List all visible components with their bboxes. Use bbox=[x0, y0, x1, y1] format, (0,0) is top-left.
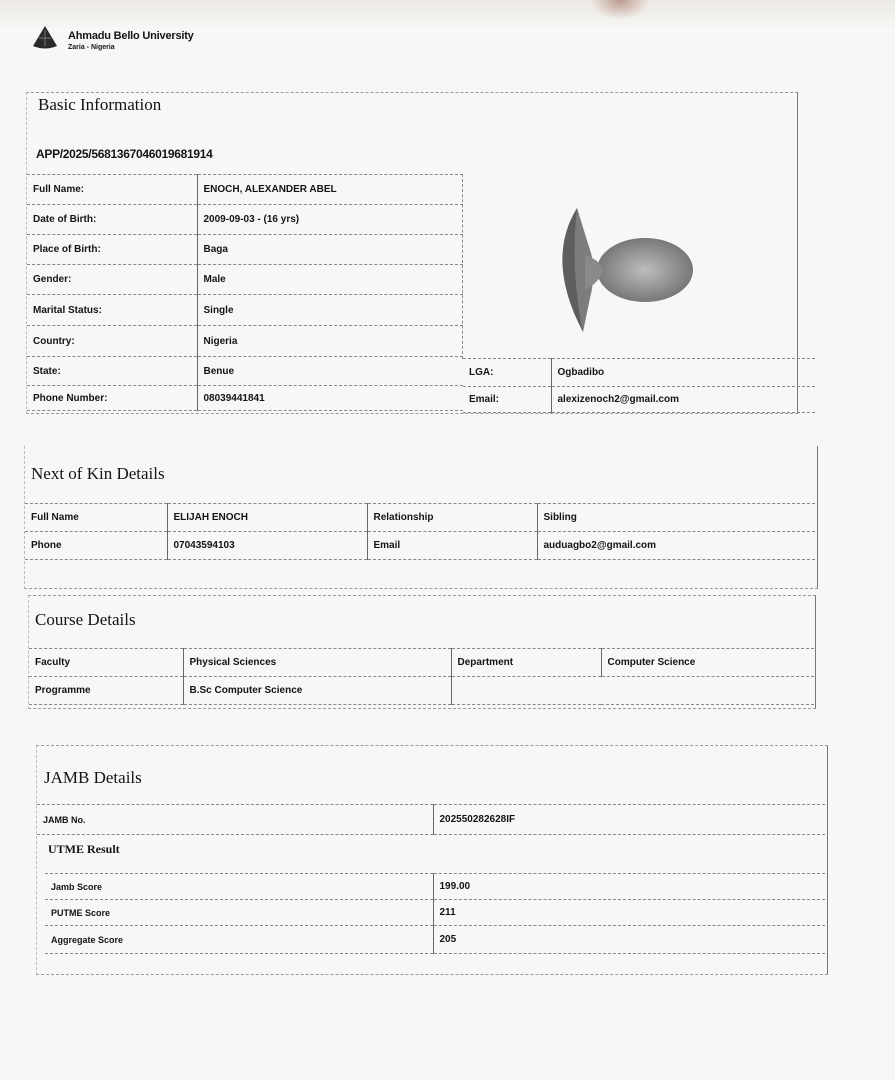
faculty-value: Physical Sciences bbox=[183, 649, 451, 677]
phone-number-value: 08039441841 bbox=[197, 386, 463, 411]
jamb-score-value: 199.00 bbox=[433, 874, 825, 900]
nok-relationship-label: Relationship bbox=[367, 504, 537, 532]
jamb-details-title: JAMB Details bbox=[44, 768, 142, 787]
table-row bbox=[27, 235, 463, 265]
jamb-score-label: Jamb Score bbox=[45, 874, 433, 900]
nok-phone-label: Phone bbox=[25, 532, 167, 560]
field-label: Place of Birth: bbox=[27, 235, 197, 265]
university-crest-icon bbox=[30, 24, 60, 52]
lga-value: Ogbadibo bbox=[551, 359, 815, 387]
course-details-table bbox=[29, 648, 814, 705]
table-row bbox=[27, 386, 463, 411]
putme-score-value: 211 bbox=[433, 900, 825, 926]
table-row bbox=[463, 359, 815, 387]
country-value: Nigeria bbox=[197, 326, 463, 357]
nok-relationship-value: Sibling bbox=[537, 504, 815, 532]
field-label: Full Name: bbox=[27, 175, 197, 205]
nok-email-label: Email bbox=[367, 532, 537, 560]
marital-status-value: Single bbox=[197, 295, 463, 326]
putme-score-label: PUTME Score bbox=[45, 900, 433, 926]
email-value: alexizenoch2@gmail.com bbox=[551, 387, 815, 413]
application-number: APP/2025/5681367046019681914 bbox=[36, 147, 213, 161]
table-row bbox=[45, 900, 825, 926]
table-row bbox=[29, 649, 814, 677]
full-name-value: ENOCH, ALEXANDER ABEL bbox=[197, 175, 463, 205]
department-label: Department bbox=[451, 649, 601, 677]
basic-info-table bbox=[27, 174, 463, 411]
dob-value: 2009-09-03 - (16 yrs) bbox=[197, 205, 463, 235]
jamb-no-label: JAMB No. bbox=[37, 805, 433, 835]
field-label: State: bbox=[27, 357, 197, 386]
aggregate-score-label: Aggregate Score bbox=[45, 926, 433, 954]
next-of-kin-table bbox=[25, 503, 815, 560]
table-row bbox=[27, 265, 463, 295]
empty-cell bbox=[601, 677, 814, 705]
jamb-number-table bbox=[37, 804, 825, 835]
university-name: Ahmadu Bello University bbox=[68, 30, 194, 42]
programme-label: Programme bbox=[29, 677, 183, 705]
gender-value: Male bbox=[197, 265, 463, 295]
lga-email-table bbox=[463, 358, 815, 413]
field-label: Marital Status: bbox=[27, 295, 197, 326]
next-of-kin-title: Next of Kin Details bbox=[31, 464, 165, 483]
empty-cell bbox=[451, 677, 601, 705]
utme-result-title: UTME Result bbox=[48, 842, 120, 856]
place-of-birth-value: Baga bbox=[197, 235, 463, 265]
paper-stain bbox=[590, 0, 650, 20]
field-label: Date of Birth: bbox=[27, 205, 197, 235]
course-details-title: Course Details bbox=[35, 610, 136, 629]
table-row bbox=[463, 387, 815, 413]
aggregate-score-value: 205 bbox=[433, 926, 825, 954]
table-row bbox=[27, 357, 463, 386]
photo-column-divider bbox=[462, 174, 463, 359]
table-row bbox=[27, 175, 463, 205]
department-value: Computer Science bbox=[601, 649, 814, 677]
basic-info-title: Basic Information bbox=[38, 95, 162, 114]
table-row bbox=[29, 677, 814, 705]
table-row bbox=[25, 504, 815, 532]
field-label: Country: bbox=[27, 326, 197, 357]
jamb-no-value: 202550282628IF bbox=[433, 805, 825, 835]
email-label: Email: bbox=[463, 387, 551, 413]
table-row bbox=[27, 295, 463, 326]
nok-phone-value: 07043594103 bbox=[167, 532, 367, 560]
state-value: Benue bbox=[197, 357, 463, 386]
nok-full-name-value: ELIJAH ENOCH bbox=[167, 504, 367, 532]
field-label: Gender: bbox=[27, 265, 197, 295]
table-row bbox=[45, 874, 825, 900]
table-row bbox=[27, 205, 463, 235]
table-row bbox=[25, 532, 815, 560]
university-location: Zaria - Nigeria bbox=[68, 44, 115, 51]
passport-photo-icon bbox=[545, 200, 700, 340]
programme-value: B.Sc Computer Science bbox=[183, 677, 451, 705]
nok-full-name-label: Full Name bbox=[25, 504, 167, 532]
field-label: Phone Number: bbox=[27, 386, 197, 411]
table-row bbox=[27, 326, 463, 357]
utme-scores-table bbox=[45, 873, 825, 954]
nok-email-value: auduagbo2@gmail.com bbox=[537, 532, 815, 560]
faculty-label: Faculty bbox=[29, 649, 183, 677]
table-row bbox=[37, 805, 825, 835]
table-row bbox=[45, 926, 825, 954]
university-header bbox=[30, 24, 194, 52]
lga-label: LGA: bbox=[463, 359, 551, 387]
